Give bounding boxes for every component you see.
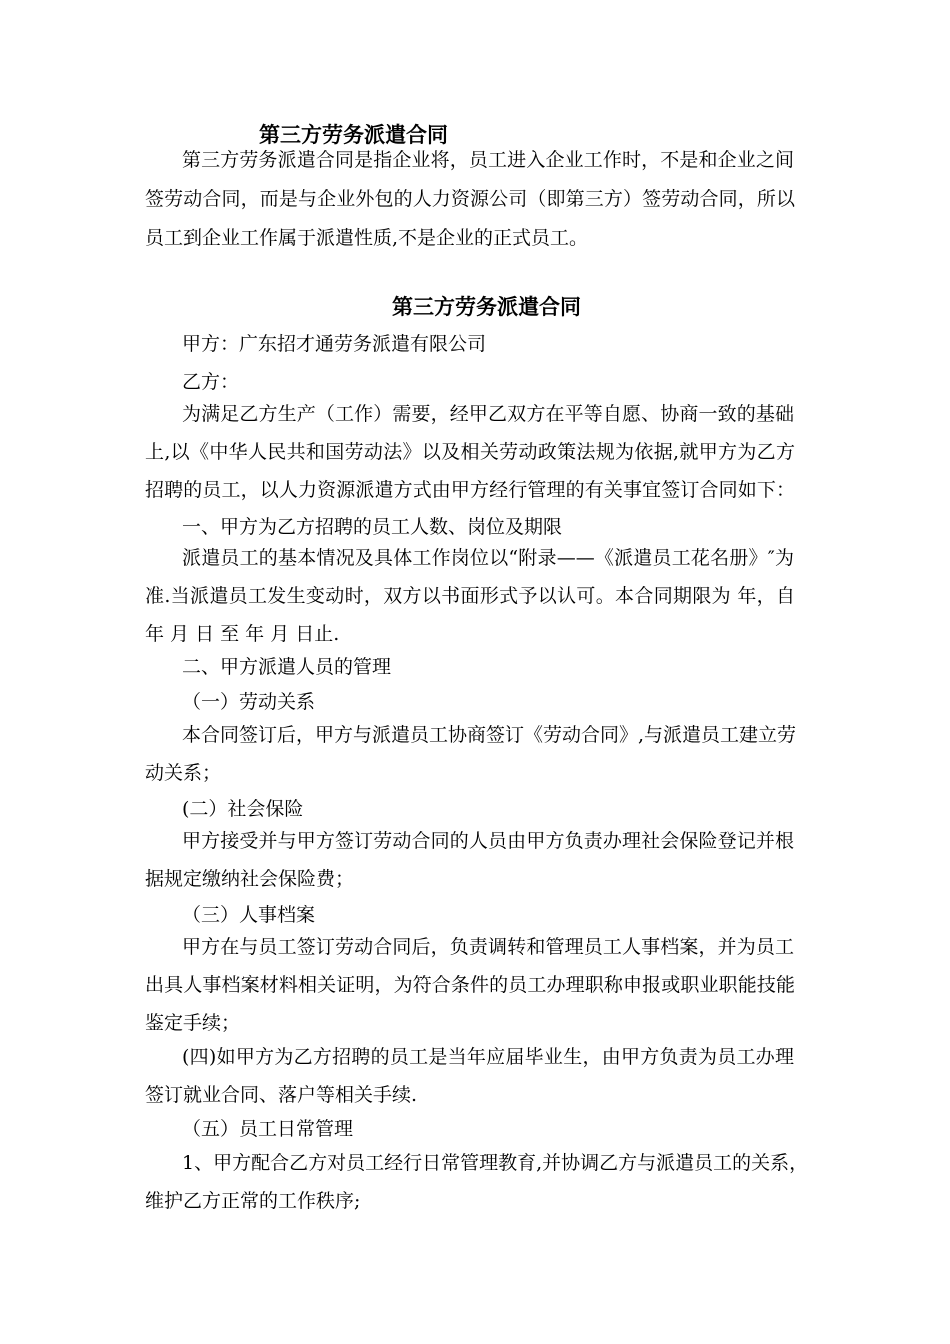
intro-line-3: 员工到企业工作属于派遣性质,不是企业的正式员工。 — [145, 227, 589, 249]
intro-line-1: 第三方劳务派遣合同是指企业将，员工进入企业工作时，不是和企业之间 — [182, 149, 794, 171]
intro-line-2: 签劳动合同，而是与企业外包的人力资源公司（即第三方）签劳动合同，所以 — [145, 188, 795, 210]
section2-title: 二、甲方派遣人员的管理 — [182, 656, 392, 678]
section1-line-3: 年 月 日 至 年 月 日止. — [145, 623, 340, 645]
section1-title: 一、甲方为乙方招聘的员工人数、岗位及期限 — [182, 516, 563, 538]
sub2-line-1: 甲方接受并与甲方签订劳动合同的人员由甲方负责办理社会保险登记并根 — [182, 830, 794, 852]
sub2-title: (二）社会保险 — [182, 798, 304, 820]
intro-title: 第三方劳务派遣合同 — [259, 123, 448, 147]
preamble-line-2: 上,以《中华人民共和国劳动法》以及相关劳动政策法规为依据,就甲方为乙方 — [145, 441, 795, 463]
sub4-line-1: (四)如甲方为乙方招聘的员工是当年应届毕业生，由甲方负责为员工办理 — [182, 1046, 794, 1068]
sub3-line-2: 出具人事档案材料相关证明，为符合条件的员工办理职称申报或职业职能技能 — [145, 974, 795, 996]
sub1-line-1: 本合同签订后，甲方与派遣员工协商签订《劳动合同》,与派遣员工建立劳 — [182, 724, 797, 746]
sub1-line-2: 动关系； — [145, 762, 222, 784]
preamble-line-3: 招聘的员工，以人力资源派遣方式由甲方经行管理的有关事宜签订合同如下： — [145, 479, 795, 501]
sub5-line-2: 维护乙方正常的工作秩序; — [145, 1190, 361, 1212]
sub3-line-1: 甲方在与员工签订劳动合同后，负责调转和管理员工人事档案，并为员工 — [182, 936, 794, 958]
sub5-line-1: 1、甲方配合乙方对员工经行日常管理教育,并协调乙方与派遣员工的关系， — [182, 1152, 809, 1174]
sub4-line-2: 签订就业合同、落户等相关手续. — [145, 1084, 418, 1106]
party-a: 甲方：广东招才通劳务派遣有限公司 — [182, 333, 487, 355]
contract-title: 第三方劳务派遣合同 — [392, 295, 581, 319]
sub3-line-3: 鉴定手续； — [145, 1012, 241, 1034]
section1-line-1: 派遣员工的基本情况及具体工作岗位以“附录——《派遣员工花名册》″为 — [182, 547, 794, 569]
sub5-title: （五）员工日常管理 — [182, 1118, 354, 1140]
sub3-title: （三）人事档案 — [182, 904, 316, 926]
preamble-line-1: 为满足乙方生产（工作）需要，经甲乙双方在平等自愿、协商一致的基础 — [182, 403, 794, 425]
party-b: 乙方： — [182, 371, 240, 393]
sub1-title: （一）劳动关系 — [182, 691, 316, 713]
sub2-line-2: 据规定缴纳社会保险费； — [145, 868, 355, 890]
section1-line-2: 准.当派遣员工发生变动时，双方以书面形式予以认可。本合同期限为 年，自 — [145, 585, 795, 607]
